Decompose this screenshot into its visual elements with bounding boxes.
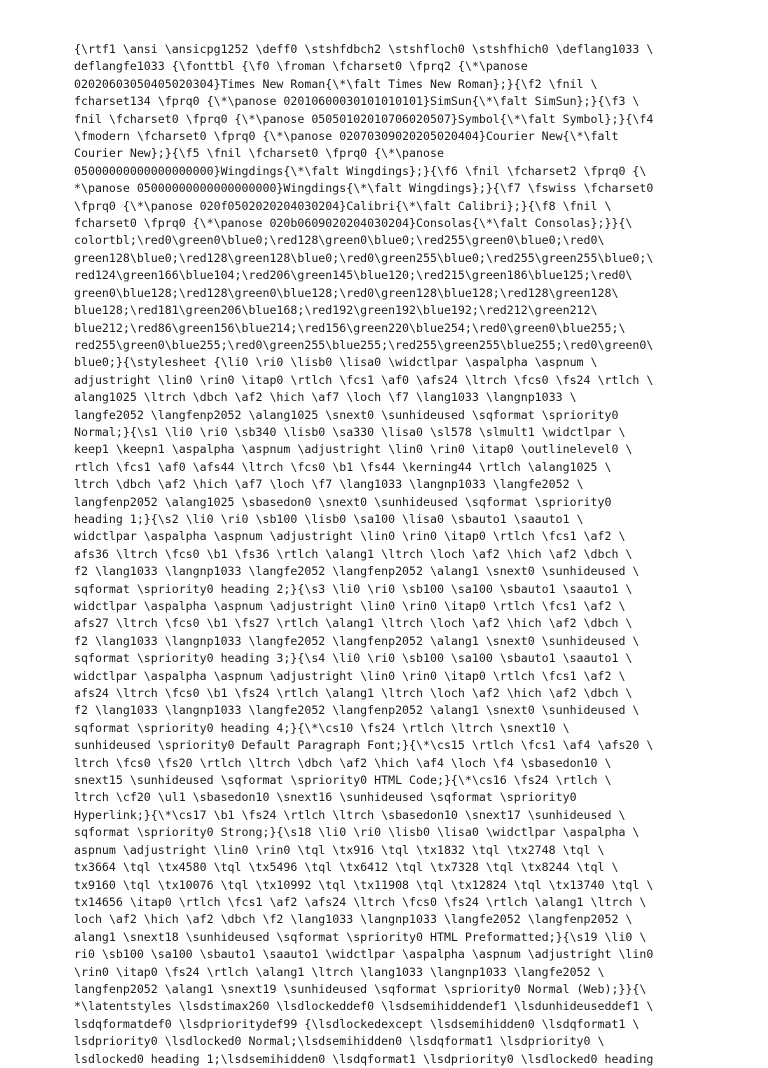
- text-line: sqformat \spriority0 Strong;}{\s18 \li0 \ri0 \lisb0 \lisa0 \widctlpar \aspalpha \: [74, 825, 640, 840]
- text-line: blue212;\red86\green156\blue214;\red156\green220\blue254;\red0\green0\blue255;\: [74, 320, 626, 335]
- text-line: {\rtf1 \ansi \ansicpg1252 \deff0 \stshfdbch2 \stshfloch0 \stshfhich0 \deflang1033 \: [74, 42, 654, 56]
- text-line: alang1025 \ltrch \dbch \af2 \hich \af7 \loch \f7 \lang1033 \langnp1033 \: [74, 390, 577, 405]
- text-line: green128\blue0;\red128\green128\blue0;\red0\green255\blue0;\red255\green255\blue0;\: [74, 250, 654, 265]
- text-line: alang1 \snext18 \sunhideused \sqformat \spriority0 HTML Preformatted;}{\s19 \li0 \: [74, 929, 647, 944]
- rtf-source-text: [74, 41, 714, 1068]
- text-line: lsdqformatdef0 \lsdprioritydef99 {\lsdlockedexcept \lsdsemihidden0 \lsdqformat1 \: [74, 1016, 640, 1031]
- text-line: \fprq0 {\*\panose 020f0502020204030204}Calibri{\*\falt Calibri};}{\f8 \fnil \: [74, 198, 612, 213]
- text-line: widctlpar \aspalpha \aspnum \adjustright \lin0 \rin0 \itap0 \rtlch \fcs1 \af2 \: [74, 668, 626, 683]
- text-line: snext15 \sunhideused \sqformat \spriority0 HTML Code;}{\*\cs16 \fs24 \rtlch \: [74, 773, 612, 788]
- text-line: deflangfe1033 {\fonttbl {\f0 \froman \fcharset0 \fprq2 {\*\panose: [74, 59, 528, 74]
- text-line: *\panose 05000000000000000000}Wingdings{\*\falt Wingdings};}{\f7 \fswiss \fcharset0: [74, 181, 654, 196]
- text-line: 02020603050405020304}Times New Roman{\*\falt Times New Roman};}{\f2 \fnil \: [74, 76, 598, 91]
- text-line: langfe2052 \langfenp2052 \alang1025 \snext0 \sunhideused \sqformat \spriority0: [74, 407, 619, 422]
- text-line: Hyperlink;}{\*\cs17 \b1 \fs24 \rtlch \ltrch \sbasedon10 \snext17 \sunhideused \: [74, 807, 626, 822]
- text-line: green0\blue128;\red128\green0\blue128;\red0\green128\blue128;\red128\green128\: [74, 285, 619, 300]
- text-line: f2 \lang1033 \langnp1033 \langfe2052 \langfenp2052 \alang1 \snext0 \sunhideused \: [74, 633, 640, 648]
- text-line: blue128;\red181\green206\blue168;\red192\green192\blue192;\red212\green212\: [74, 303, 598, 318]
- text-line: ltrch \fcs0 \fs20 \rtlch \ltrch \dbch \af2 \hich \af4 \loch \f4 \sbasedon10 \: [74, 755, 612, 770]
- text-line: sqformat \spriority0 heading 4;}{\*\cs10 \fs24 \rtlch \ltrch \snext10 \: [74, 720, 570, 735]
- text-line: 05000000000000000000}Wingdings{\*\falt Wingdings};}{\f6 \fnil \fcharset2 \fprq0 {\: [74, 163, 647, 178]
- text-line: widctlpar \aspalpha \aspnum \adjustright \lin0 \rin0 \itap0 \rtlch \fcs1 \af2 \: [74, 599, 626, 613]
- text-line: aspnum \adjustright \lin0 \rin0 \tql \tx916 \tql \tx1832 \tql \tx2748 \tql \: [74, 842, 605, 857]
- text-line: langfenp2052 \alang1025 \sbasedon0 \snext0 \sunhideused \sqformat \spriority0: [74, 494, 612, 509]
- text-line: Courier New};}{\f5 \fnil \fcharset0 \fprq0 {\*\panose: [74, 146, 444, 161]
- text-line: tx9160 \tql \tx10076 \tql \tx10992 \tql \tx11908 \tql \tx12824 \tql \tx13740 \tql \: [74, 877, 654, 892]
- text-line: widctlpar \aspalpha \aspnum \adjustright \lin0 \rin0 \itap0 \rtlch \fcs1 \af2 \: [74, 529, 626, 544]
- text-line: keep1 \keepn1 \aspalpha \aspnum \adjustright \lin0 \rin0 \itap0 \outlinelevel0 \: [74, 442, 633, 457]
- text-line: sqformat \spriority0 heading 3;}{\s4 \li0 \ri0 \sb100 \sa100 \sbauto1 \saauto1 \: [74, 651, 633, 666]
- text-line: tx3664 \tql \tx4580 \tql \tx5496 \tql \tx6412 \tql \tx7328 \tql \tx8244 \tql \: [74, 860, 619, 875]
- text-line: ltrch \cf20 \ul1 \sbasedon10 \snext16 \sunhideused \sqformat \spriority0: [74, 790, 577, 805]
- text-line: Normal;}{\s1 \li0 \ri0 \sb340 \lisb0 \sa330 \lisa0 \sl578 \slmult1 \widctlpar \: [74, 424, 626, 439]
- text-line: fcharset0 \fprq0 {\*\panose 020b0609020204030204}Consolas{\*\falt Consolas};}}{\: [74, 216, 633, 231]
- text-line: f2 \lang1033 \langnp1033 \langfe2052 \langfenp2052 \alang1 \snext0 \sunhideused \: [74, 703, 640, 718]
- text-line: \rin0 \itap0 \fs24 \rtlch \alang1 \ltrch \lang1033 \langnp1033 \langfe2052 \: [74, 964, 605, 979]
- text-line: fcharset134 \fprq0 {\*\panose 02010600030101010101}SimSun{\*\falt SimSun};}{\f3 \: [74, 94, 640, 109]
- text-line: f2 \lang1033 \langnp1033 \langfe2052 \langfenp2052 \alang1 \snext0 \sunhideused \: [74, 564, 640, 579]
- text-line: ri0 \sb100 \sa100 \sbauto1 \saauto1 \widctlpar \aspalpha \aspnum \adjustright \lin0: [74, 947, 654, 962]
- text-line: red255\green0\blue255;\red0\green255\blue255;\red255\green255\blue255;\red0\green0\: [74, 337, 654, 352]
- text-line: afs27 \ltrch \fcs0 \b1 \fs27 \rtlch \alang1 \ltrch \loch \af2 \hich \af2 \dbch \: [74, 616, 633, 631]
- text-line: sunhideused \spriority0 Default Paragraph Font;}{\*\cs15 \rtlch \fcs1 \af4 \afs20 \: [74, 738, 654, 753]
- document-page: [74, 41, 714, 1068]
- text-line: blue0;}{\stylesheet {\li0 \ri0 \lisb0 \lisa0 \widctlpar \aspalpha \aspnum \: [74, 355, 598, 370]
- text-line: sqformat \spriority0 heading 2;}{\s3 \li0 \ri0 \sb100 \sa100 \sbauto1 \saauto1 \: [74, 581, 633, 596]
- text-line: ltrch \dbch \af2 \hich \af7 \loch \f7 \lang1033 \langnp1033 \langfe2052 \: [74, 477, 584, 492]
- text-line: lsdpriority0 \lsdlocked0 Normal;\lsdsemihidden0 \lsdqformat1 \lsdpriority0 \: [74, 1034, 605, 1049]
- text-line: heading 1;}{\s2 \li0 \ri0 \sb100 \lisb0 \sa100 \lisa0 \sbauto1 \saauto1 \: [74, 511, 584, 526]
- text-line: \fmodern \fcharset0 \fprq0 {\*\panose 02070309020205020404}Courier New{\*\falt: [74, 129, 619, 144]
- text-line: red124\green166\blue104;\red206\green145\blue120;\red215\green186\blue125;\red0\: [74, 268, 633, 283]
- text-line: adjustright \lin0 \rin0 \itap0 \rtlch \fcs1 \af0 \afs24 \ltrch \fcs0 \fs24 \rtlch \: [74, 372, 654, 387]
- text-line: fnil \fcharset0 \fprq0 {\*\panose 05050102010706020507}Symbol{\*\falt Symbol};}{\f4: [74, 111, 654, 126]
- text-line: colortbl;\red0\green0\blue0;\red128\green0\blue0;\red255\green0\blue0;\red0\: [74, 233, 605, 248]
- text-line: rtlch \fcs1 \af0 \afs44 \ltrch \fcs0 \b1 \fs44 \kerning44 \rtlch \alang1025 \: [74, 459, 612, 474]
- text-line: tx14656 \itap0 \rtlch \fcs1 \af2 \afs24 \ltrch \fcs0 \fs24 \rtlch \alang1 \ltrch \: [74, 894, 647, 909]
- text-line: afs24 \ltrch \fcs0 \b1 \fs24 \rtlch \alang1 \ltrch \loch \af2 \hich \af2 \dbch \: [74, 686, 633, 701]
- text-line: lsdlocked0 heading 1;\lsdsemihidden0 \lsdqformat1 \lsdpriority0 \lsdlocked0 heading: [74, 1051, 654, 1066]
- text-line: langfenp2052 \alang1 \snext19 \sunhideused \sqformat \spriority0 Normal (Web);}}{\: [74, 981, 647, 996]
- text-line: *\latentstyles \lsdstimax260 \lsdlockeddef0 \lsdsemihiddendef1 \lsdunhideuseddef1 \: [74, 999, 654, 1014]
- text-line: loch \af2 \hich \af2 \dbch \f2 \lang1033 \langnp1033 \langfe2052 \langfenp2052 \: [74, 912, 633, 927]
- text-line: afs36 \ltrch \fcs0 \b1 \fs36 \rtlch \alang1 \ltrch \loch \af2 \hich \af2 \dbch \: [74, 546, 633, 561]
